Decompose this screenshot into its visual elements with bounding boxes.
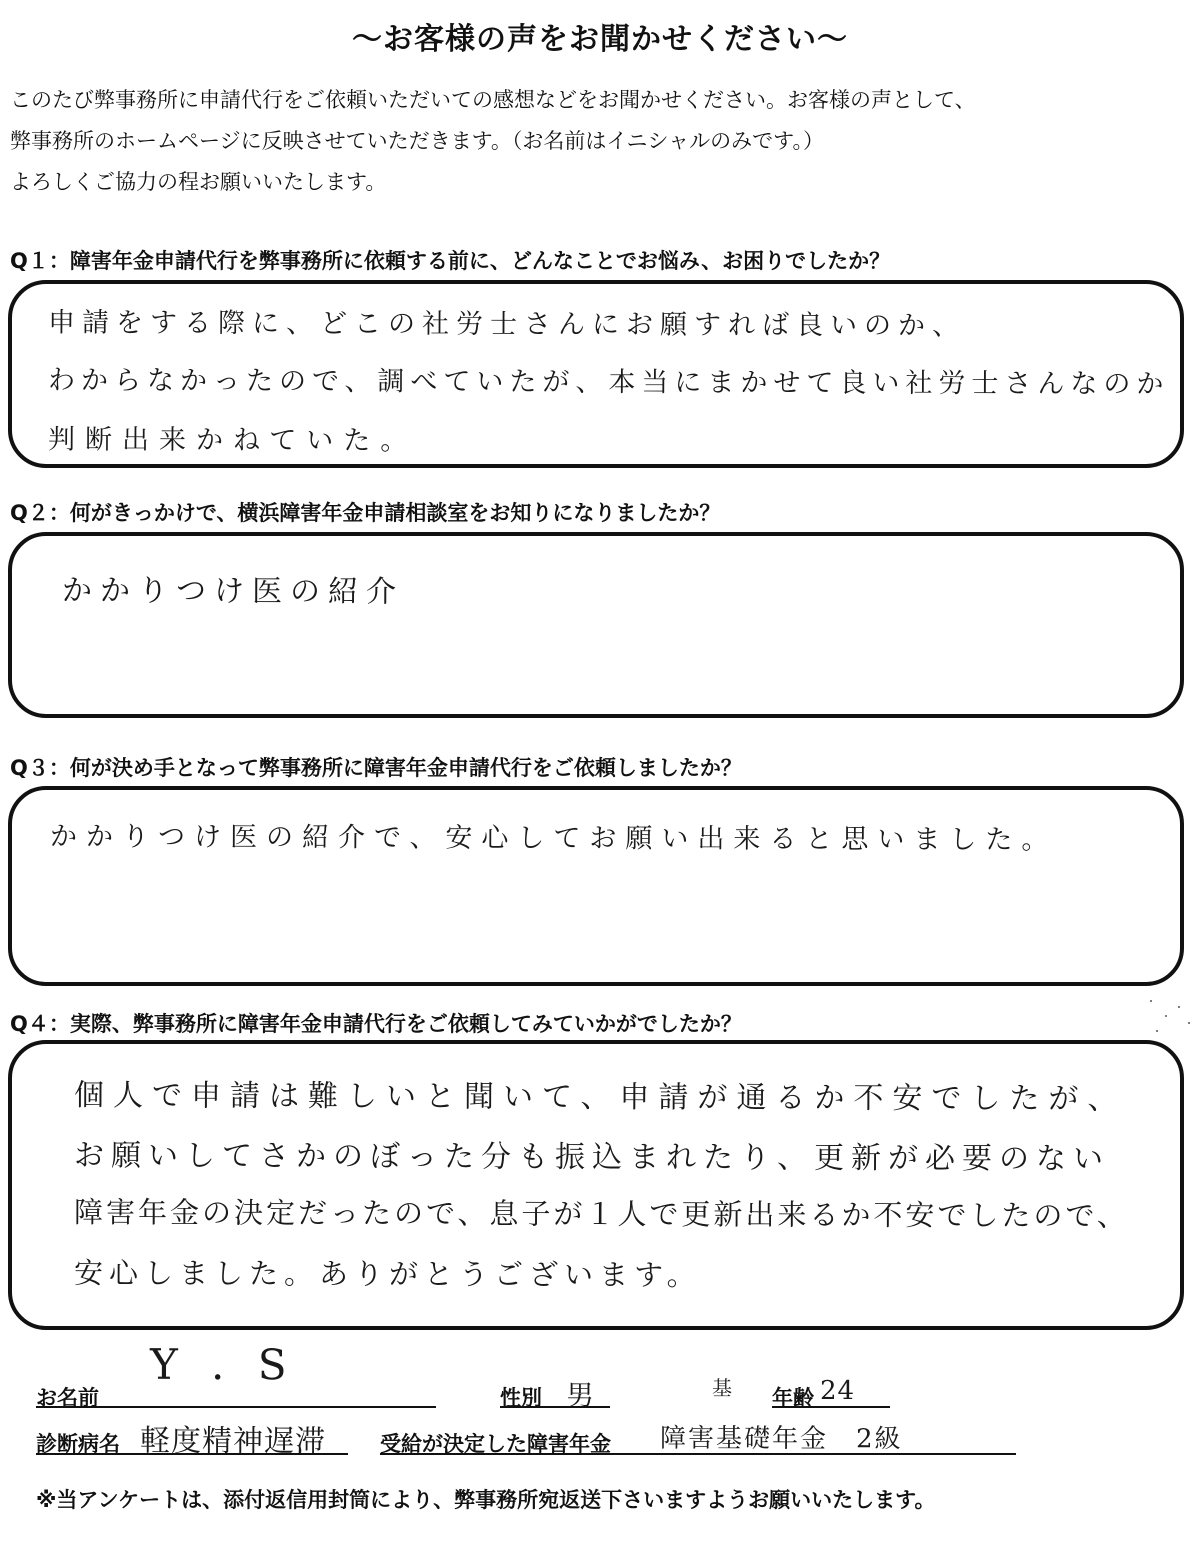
answer-box-2 (8, 532, 1184, 718)
answer-4-line-2: お願いしてさかのぼった分も振込まれたり、更新が必要のない (73, 1138, 1111, 1177)
answer-4-line-4: 安心しました。ありがとうございます。 (73, 1255, 702, 1293)
answer-1-line-1: 申請をする際に、どこの社労士さんにお願すれば良いのか、 (47, 307, 967, 342)
gender-label: 性別 (500, 1386, 542, 1410)
page-title: 〜お客様の声をお聞かせください〜 (352, 22, 848, 57)
answer-4-line-1: 個人で申請は難しいと聞いて、申請が通るか不安でしたが、 (73, 1078, 1127, 1117)
answer-box-3 (8, 786, 1184, 986)
diagnosis-label: 診断病名 (36, 1432, 120, 1456)
answer-3-line-1: かかりつけ医の紹介で、安心してお願い出来ると思いました。 (49, 821, 1058, 856)
intro-line: よろしくご協力の程お願いいたします。 (10, 170, 387, 194)
pension-underline (380, 1453, 1016, 1455)
gender-underline (500, 1406, 610, 1408)
question-4: Q４：実際、弊事務所に障害年金申請代行をご依頼してみていかがでしたか？ (10, 1012, 742, 1036)
scan-speck (1188, 1022, 1190, 1024)
diagnosis-value: 軽度精神遅滞 (139, 1423, 327, 1460)
name-underline (36, 1406, 436, 1408)
intro-line: このたび弊事務所に申請代行をご依頼いただいての感想などをお聞かせください。お客様の声として、 (10, 88, 976, 112)
intro-text (10, 80, 1180, 203)
name-value: Y . S (149, 1339, 297, 1390)
footer-note: ※当アンケートは、添付返信用封筒により、弊事務所宛返送下さいますようお願いいたします。 (36, 1488, 936, 1512)
scan-speck (1178, 1006, 1180, 1008)
answer-4-line-3: 障害年金の決定だったので、息子が１人で更新出来るか不安でしたので、 (73, 1195, 1129, 1233)
gender-value: 男 (565, 1378, 602, 1413)
question-2: Q２：何がきっかけで、横浜障害年金申請相談室をお知りになりましたか？ (10, 501, 721, 525)
answer-1-line-2: わからなかったので、調べていたが、本当にまかせて良い社労士さんなのか (47, 365, 1170, 400)
intro-line: 弊事務所のホームページに反映させていただきます。（お名前はイニシャルのみです。） (10, 129, 824, 153)
scan-speck (1156, 1030, 1158, 1032)
answer-box-4 (8, 1040, 1184, 1330)
name-label: お名前 (36, 1386, 99, 1410)
pension-correction: 基 (711, 1375, 733, 1401)
age-underline (772, 1406, 890, 1408)
pension-label: 受給が決定した障害年金 (380, 1432, 611, 1456)
pension-value: 障害基礎年金 2級 (659, 1423, 903, 1455)
question-3: Q３：何が決め手となって弊事務所に障害年金申請代行をご依頼しましたか？ (10, 756, 742, 780)
age-value: 24 (819, 1375, 856, 1407)
answer-1-line-3: 判断出来かねていた。 (47, 424, 418, 457)
scan-speck (1165, 1015, 1167, 1017)
answer-box-1 (8, 280, 1184, 468)
question-1: Q１：障害年金申請代行を弊事務所に依頼する前に、どんなことでお悩み、お困りでしたか？ (10, 249, 891, 273)
age-label: 年齢 (772, 1386, 814, 1410)
scan-speck (1150, 1000, 1152, 1002)
answer-2-line-1: かかりつけ医の紹介 (61, 573, 405, 610)
diagnosis-underline (36, 1453, 348, 1455)
